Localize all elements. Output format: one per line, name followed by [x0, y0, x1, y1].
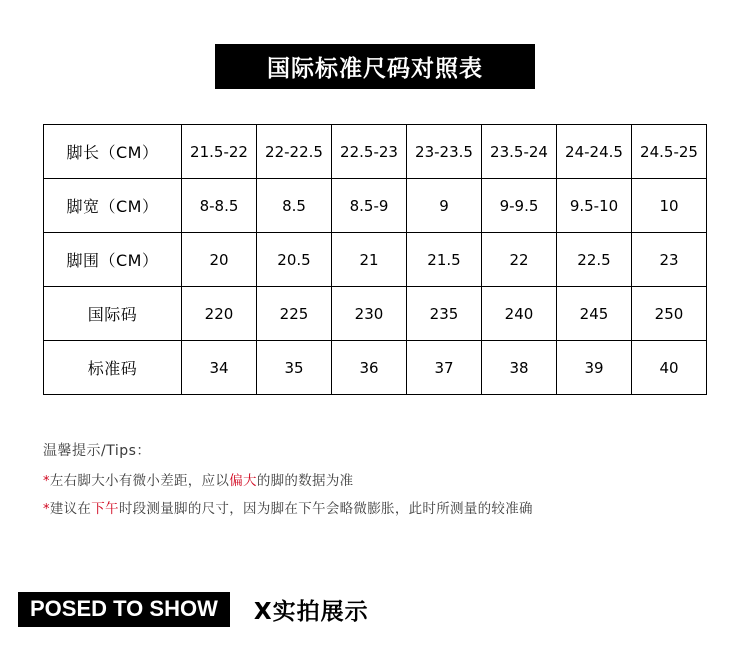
tips-line-2-highlight: 下午 — [91, 501, 119, 517]
cell-foot-length-7: 24.5-25 — [632, 125, 707, 179]
cell-foot-length-6: 24-24.5 — [557, 125, 632, 179]
cell-foot-length-4: 23-23.5 — [407, 125, 482, 179]
cell-foot-girth-2: 20.5 — [257, 233, 332, 287]
cell-international-size-7: 250 — [632, 287, 707, 341]
chart-title-banner — [215, 44, 535, 89]
cell-foot-width-3: 8.5-9 — [332, 179, 407, 233]
table-row — [44, 341, 707, 395]
footer-section — [18, 592, 369, 627]
cell-foot-girth-3: 21 — [332, 233, 407, 287]
tips-line-2 — [43, 497, 713, 517]
cell-foot-length-3: 22.5-23 — [332, 125, 407, 179]
tips-line-1-highlight: 偏大 — [229, 473, 257, 489]
cell-foot-girth-1: 20 — [182, 233, 257, 287]
cell-standard-size-2: 35 — [257, 341, 332, 395]
cell-foot-length-5: 23.5-24 — [482, 125, 557, 179]
tips-section — [43, 440, 713, 525]
footer-banner-label: POSED TO SHOW — [18, 592, 230, 627]
cell-standard-size-7: 40 — [632, 341, 707, 395]
cell-standard-size-4: 37 — [407, 341, 482, 395]
cell-international-size-4: 235 — [407, 287, 482, 341]
cell-standard-size-1: 34 — [182, 341, 257, 395]
cell-foot-width-4: 9 — [407, 179, 482, 233]
cell-international-size-5: 240 — [482, 287, 557, 341]
tips-bullet-star-1: * — [43, 474, 50, 489]
tips-line-1 — [43, 469, 713, 489]
table-row — [44, 125, 707, 179]
cell-standard-size-3: 36 — [332, 341, 407, 395]
cell-standard-size-5: 38 — [482, 341, 557, 395]
cell-foot-width-7: 10 — [632, 179, 707, 233]
tips-line-1-text-a: 左右脚大小有微小差距，应以 — [49, 473, 230, 489]
cell-international-size-3: 230 — [332, 287, 407, 341]
tips-line-2-text-a: 建议在 — [49, 501, 92, 517]
cell-standard-size-6: 39 — [557, 341, 632, 395]
cell-foot-width-5: 9-9.5 — [482, 179, 557, 233]
size-conversion-table — [43, 124, 707, 395]
tips-bullet-star-2: * — [43, 502, 50, 517]
row-header-foot-length: 脚长（CM） — [44, 125, 182, 179]
cell-foot-length-2: 22-22.5 — [257, 125, 332, 179]
cell-foot-length-1: 21.5-22 — [182, 125, 257, 179]
row-header-foot-width: 脚宽（CM） — [44, 179, 182, 233]
tips-line-1-text-b: 的脚的数据为准 — [256, 473, 354, 489]
cell-foot-width-6: 9.5-10 — [557, 179, 632, 233]
tips-heading: 温馨提示/Tips： — [43, 443, 151, 459]
table-row — [44, 287, 707, 341]
tips-line-2-text-b: 时段测量脚的尺寸，因为脚在下午会略微膨胀，此时所测量的较准确 — [118, 501, 533, 517]
table-row — [44, 179, 707, 233]
cell-foot-girth-6: 22.5 — [557, 233, 632, 287]
cell-foot-girth-5: 22 — [482, 233, 557, 287]
row-header-standard-size: 标准码 — [44, 341, 182, 395]
cell-foot-width-1: 8-8.5 — [182, 179, 257, 233]
cell-foot-girth-4: 21.5 — [407, 233, 482, 287]
row-header-foot-girth: 脚围（CM） — [44, 233, 182, 287]
cell-foot-girth-7: 23 — [632, 233, 707, 287]
row-header-international-size: 国际码 — [44, 287, 182, 341]
cell-international-size-1: 220 — [182, 287, 257, 341]
cell-international-size-6: 245 — [557, 287, 632, 341]
cell-international-size-2: 225 — [257, 287, 332, 341]
footer-caption: X实拍展示 — [253, 599, 369, 625]
page-title: 国际标准尺码对照表 — [267, 56, 483, 82]
cell-foot-width-2: 8.5 — [257, 179, 332, 233]
table-row — [44, 233, 707, 287]
